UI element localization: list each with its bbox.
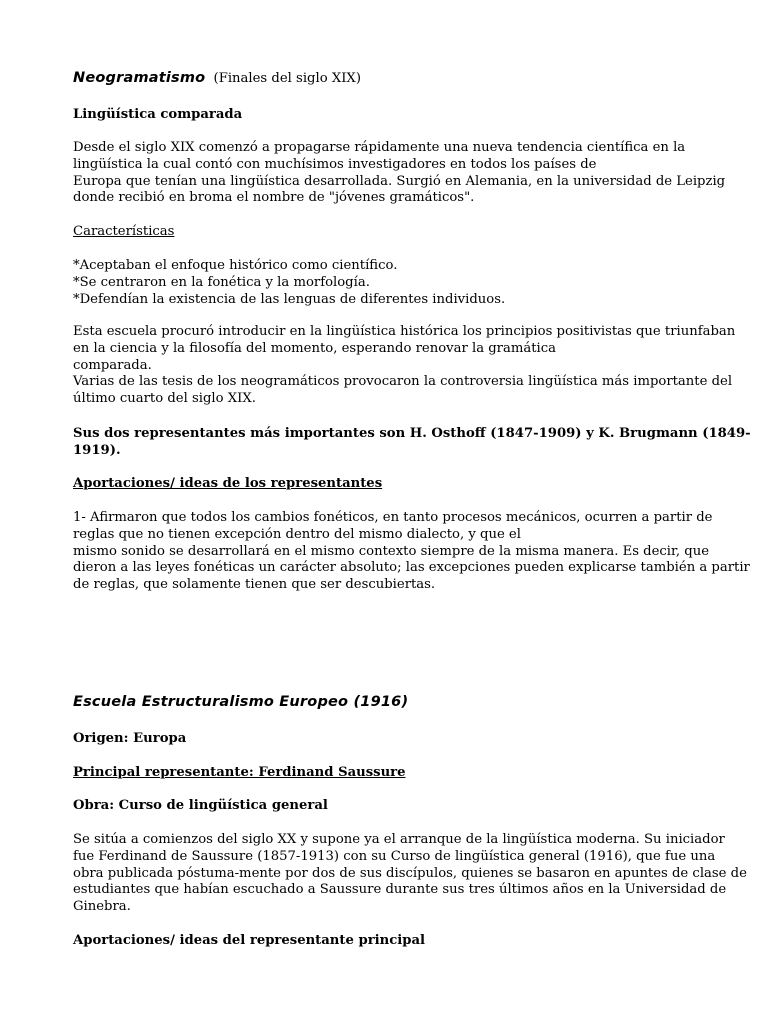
heading-neogramatismo: Neogramatismo <box>73 70 206 86</box>
text-line: 1- Afirmaron que todos los cambios fonéticos, en tanto procesos mecánicos, ocurren a partir de <box>73 510 713 525</box>
text-line: dieron a las leyes fonéticas un carácter absoluto; las excepciones pueden explicarse también a partir <box>73 560 750 576</box>
list-item: *Aceptaban el enfoque histórico como científico. <box>73 258 398 273</box>
paragraph-representatives <box>73 426 751 460</box>
text-line: obra publicada póstuma-mente por dos de sus discípulos, quienes se basaron en apuntes de clase de <box>73 865 747 881</box>
paragraph-structuralism <box>73 832 747 916</box>
list-item: *Defendían la existencia de las lenguas de diferentes individuos. <box>73 291 506 307</box>
text-line: Desde el siglo XIX comenzó a propagarse rápidamente una nueva tendencia científica en la <box>73 140 686 155</box>
paragraph-contributions <box>73 510 750 594</box>
subheading-linguistica-comparada: Lingüística comparada <box>73 107 243 122</box>
paragraph-school <box>73 324 735 408</box>
text-line: estudiantes que habían escuchado a Saussure durante sus tres últimos años en la Universidad de <box>73 882 727 898</box>
text-line: reglas que no tienen excepción dentro del mismo dialecto, y que el <box>73 526 521 542</box>
text-line: en la ciencia y la filosofía del momento, esperando renovar la gramática <box>73 340 556 356</box>
text-main-representative: Principal representante: Ferdinand Saussure <box>73 765 406 780</box>
section-neogramatismo-title <box>73 70 361 88</box>
subheading-aportaciones-representantes: Aportaciones/ ideas de los representantes <box>73 476 383 491</box>
text-line: último cuarto del siglo XIX. <box>73 391 256 407</box>
list-characteristics <box>73 258 505 308</box>
text-line: Sus dos representantes más importantes son H. Osthoff (1847-1909) y K. Brugmann (1849- <box>73 426 751 441</box>
text-line: Esta escuela procuró introducir en la lingüística histórica los principios positivistas que triunfaban <box>73 324 736 339</box>
text-line: mismo sonido se desarrollará en el mismo contexto siempre de la misma manera. Es decir, que <box>73 543 710 559</box>
subheading-caracteristicas: Características <box>73 224 175 239</box>
text-line: 1919). <box>73 442 121 458</box>
text-line: donde recibió en broma el nombre de "jóvenes gramáticos". <box>73 190 475 206</box>
text-line: lingüística la cual contó con muchísimos investigadores en todos los países de <box>73 156 597 172</box>
text-work: Obra: Curso de lingüística general <box>73 798 328 813</box>
text-line: Ginebra. <box>73 899 131 915</box>
list-item: *Se centraron en la fonética y la morfología. <box>73 274 370 290</box>
text-line: Varias de las tesis de los neogramáticos provocaron la controversia lingüística más importante del <box>73 374 733 390</box>
subheading-aportaciones-principal: Aportaciones/ ideas del representante principal <box>73 933 426 948</box>
heading-estructuralismo: Escuela Estructuralismo Europeo (1916) <box>73 694 409 710</box>
text-line: fue Ferdinand de Saussure (1857-1913) con su Curso de lingüística general (1916), que fue una <box>73 848 716 864</box>
text-origin: Origen: Europa <box>73 731 187 746</box>
section-estructuralismo-title <box>73 694 408 712</box>
text-line: Europa que tenían una lingüística desarrollada. Surgió en Alemania, en la universidad de Leipzig <box>73 173 726 189</box>
text-line: comparada. <box>73 357 152 373</box>
paragraph-intro <box>73 140 725 207</box>
text-line: Se sitúa a comienzos del siglo XX y supone ya el arranque de la lingüística moderna. Su iniciador <box>73 832 725 847</box>
text-line: de reglas, que solamente tienen que ser descubiertas. <box>73 577 436 593</box>
heading-neogramatismo-period: (Finales del siglo XIX) <box>213 71 361 86</box>
